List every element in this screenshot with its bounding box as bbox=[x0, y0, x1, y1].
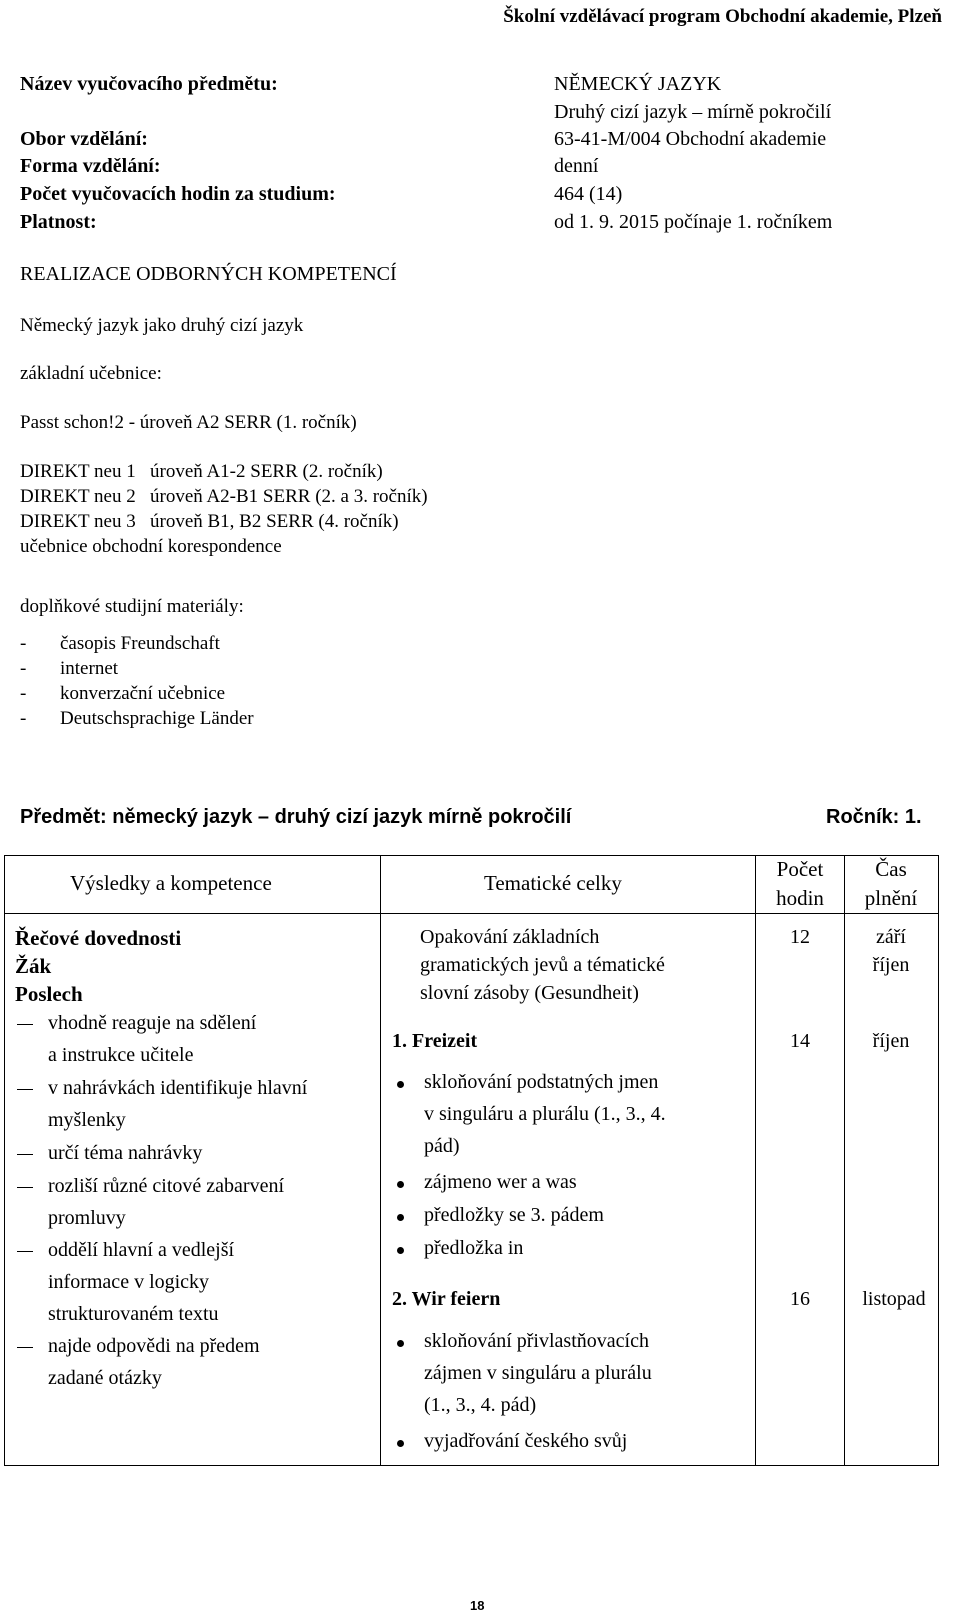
results-item-line: myšlenky bbox=[48, 1109, 126, 1131]
header-hours-line1: Počet bbox=[776, 857, 824, 881]
results-item-line: zadané otázky bbox=[48, 1367, 162, 1389]
list-bullet-marker bbox=[397, 1340, 404, 1347]
list-item: konverzační učebnice bbox=[60, 683, 226, 704]
topic-intro-line: slovní zásoby (Gesundheit) bbox=[420, 982, 639, 1004]
results-heading-student: Žák bbox=[15, 954, 52, 978]
topic-intro-line: gramatických jevů a tématické bbox=[420, 954, 665, 976]
list-bullet-marker bbox=[397, 1247, 404, 1254]
results-item-line: rozliší různé citové zabarvení bbox=[48, 1175, 284, 1197]
list-bullet-marker bbox=[397, 1214, 404, 1221]
hours-unit-1: 14 bbox=[790, 1030, 810, 1052]
section-subtitle: Německý jazyk jako druhý cizí jazyk bbox=[20, 315, 304, 336]
list-dash-marker: - bbox=[20, 683, 27, 704]
textbook-passt: Passt schon!2 - úroveň A2 SERR (1. ročník) bbox=[20, 412, 357, 433]
results-heading-skills: Řečové dovednosti bbox=[15, 926, 182, 950]
info-value-hours: 464 (14) bbox=[554, 183, 623, 205]
textbook-correspondence: učebnice obchodní korespondence bbox=[20, 536, 282, 557]
list-dash-marker: - bbox=[20, 708, 27, 729]
unit-1-item-line: v singuláru a plurálu (1., 3., 4. bbox=[424, 1103, 666, 1125]
textbooks-label: základní učebnice: bbox=[20, 363, 162, 384]
table-column-divider bbox=[844, 855, 845, 1466]
unit-2-title: 2. Wir feiern bbox=[392, 1288, 501, 1310]
unit-1-item-line: předložka in bbox=[424, 1237, 524, 1259]
list-dash-marker bbox=[17, 1187, 33, 1188]
table-column-divider bbox=[380, 855, 381, 1466]
results-item-line: informace v logicky bbox=[48, 1271, 210, 1293]
time-unit-2: listopad bbox=[862, 1288, 926, 1310]
unit-1-item-line: zájmeno wer a was bbox=[424, 1171, 577, 1193]
hours-unit-2: 16 bbox=[790, 1288, 810, 1310]
table-border-top bbox=[4, 855, 938, 856]
list-dash-marker bbox=[17, 1024, 33, 1025]
header-time-line1: Čas bbox=[875, 857, 907, 881]
results-item-line: určí téma nahrávky bbox=[48, 1142, 203, 1164]
info-label-validity: Platnost: bbox=[20, 211, 97, 233]
unit-2-item-line: zájmen v singuláru a plurálu bbox=[424, 1362, 652, 1384]
time-intro-line: září bbox=[876, 926, 906, 948]
list-dash-marker: - bbox=[20, 633, 27, 654]
table-border-bottom bbox=[4, 1465, 938, 1466]
list-bullet-marker bbox=[397, 1081, 404, 1088]
results-item-line: promluvy bbox=[48, 1207, 126, 1229]
header-hours-line2: hodin bbox=[776, 886, 824, 910]
section-title: REALIZACE ODBORNÝCH KOMPETENCÍ bbox=[20, 263, 397, 285]
time-intro-line: říjen bbox=[872, 954, 910, 976]
list-item: Deutschsprachige Länder bbox=[60, 708, 254, 729]
info-value-field: 63-41-M/004 Obchodní akademie bbox=[554, 128, 827, 150]
list-dash-marker bbox=[17, 1251, 33, 1252]
results-item-line: v nahrávkách identifikuje hlavní bbox=[48, 1077, 308, 1099]
unit-1-title: 1. Freizeit bbox=[392, 1030, 478, 1052]
info-label-field: Obor vzdělání: bbox=[20, 128, 148, 150]
time-unit-1: říjen bbox=[872, 1030, 910, 1052]
unit-2-item-line: skloňování přivlastňovacích bbox=[424, 1330, 649, 1352]
list-bullet-marker bbox=[397, 1181, 404, 1188]
textbook-direkt-3: DIREKT neu 3 úroveň B1, B2 SERR (4. ročník) bbox=[20, 511, 399, 532]
topic-intro-line: Opakování základních bbox=[420, 926, 600, 948]
list-dash-marker: - bbox=[20, 658, 27, 679]
page-number: 18 bbox=[470, 1598, 485, 1613]
supplementary-label: doplňkové studijní materiály: bbox=[20, 596, 244, 617]
table-column-divider bbox=[755, 855, 756, 1466]
info-value-validity: od 1. 9. 2015 počínaje 1. ročníkem bbox=[554, 211, 833, 233]
header-results: Výsledky a kompetence bbox=[70, 871, 272, 895]
unit-2-item-line: (1., 3., 4. pád) bbox=[424, 1394, 537, 1416]
info-label-subject: Název vyučovacího předmětu: bbox=[20, 73, 278, 95]
results-item-line: a instrukce učitele bbox=[48, 1044, 194, 1066]
page-header: Školní vzdělávací program Obchodní akademie, Plzeň bbox=[503, 6, 942, 27]
unit-1-item-line: předložky se 3. pádem bbox=[424, 1204, 604, 1226]
info-value-form: denní bbox=[554, 155, 599, 177]
info-label-hours: Počet vyučovacích hodin za studium: bbox=[20, 183, 336, 205]
subject-line: Předmět: německý jazyk – druhý cizí jazyk mírně pokročilí bbox=[20, 806, 572, 828]
info-value-subject-level: Druhý cizí jazyk – mírně pokročilí bbox=[554, 101, 832, 123]
list-item: internet bbox=[60, 658, 119, 679]
list-dash-marker bbox=[17, 1154, 33, 1155]
table-border-left bbox=[4, 855, 5, 1466]
textbook-direkt-1: DIREKT neu 1 úroveň A1-2 SERR (2. ročník) bbox=[20, 461, 383, 482]
unit-2-item-line: vyjadřování českého svůj bbox=[424, 1430, 628, 1452]
info-value-subject: NĚMECKÝ JAZYK bbox=[554, 73, 722, 95]
unit-1-item-line: pád) bbox=[424, 1135, 460, 1157]
hours-intro: 12 bbox=[790, 926, 810, 948]
list-item: časopis Freundschaft bbox=[60, 633, 220, 654]
table-header-divider bbox=[4, 913, 938, 914]
results-item-line: vhodně reaguje na sdělení bbox=[48, 1012, 257, 1034]
results-item-line: strukturovaném textu bbox=[48, 1303, 219, 1325]
grade-line: Ročník: 1. bbox=[826, 806, 922, 828]
header-topics: Tematické celky bbox=[484, 871, 622, 895]
textbook-direkt-2: DIREKT neu 2 úroveň A2-B1 SERR (2. a 3. ročník) bbox=[20, 486, 428, 507]
results-item-line: oddělí hlavní a vedlejší bbox=[48, 1239, 235, 1261]
unit-1-item-line: skloňování podstatných jmen bbox=[424, 1071, 659, 1093]
results-heading-listening: Poslech bbox=[15, 982, 83, 1006]
list-dash-marker bbox=[17, 1089, 33, 1090]
header-time-line2: plnění bbox=[864, 886, 918, 910]
results-item-line: najde odpovědi na předem bbox=[48, 1335, 260, 1357]
list-bullet-marker bbox=[397, 1440, 404, 1447]
table-border-right bbox=[938, 855, 939, 1466]
info-label-form: Forma vzdělání: bbox=[20, 155, 161, 177]
list-dash-marker bbox=[17, 1347, 33, 1348]
